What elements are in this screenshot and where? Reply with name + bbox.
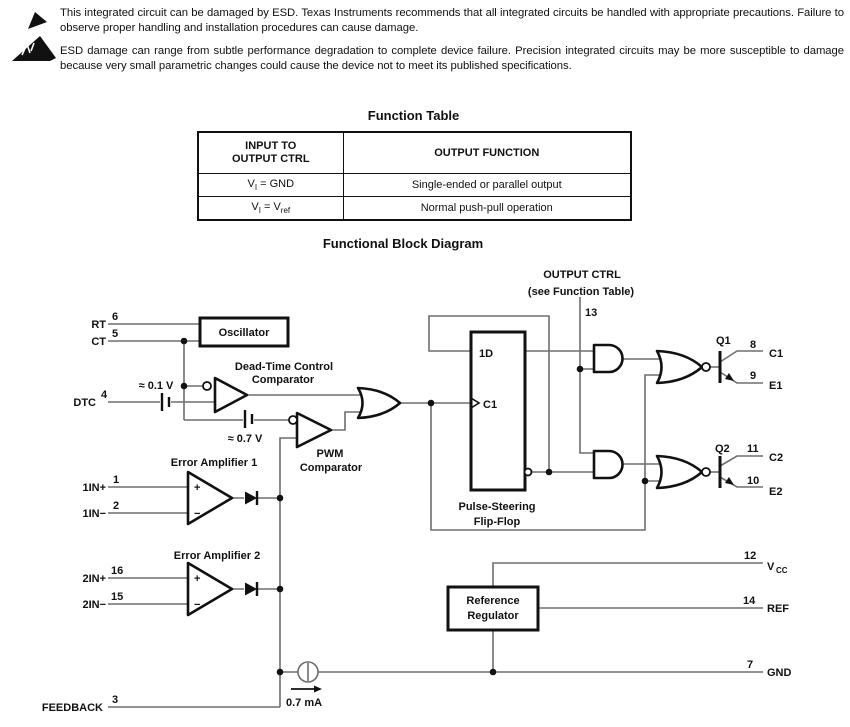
in2-plus-pin-label: 2IN+ xyxy=(82,573,106,585)
ea1-plus-sign: + xyxy=(194,482,201,494)
oscillator-label: Oscillator xyxy=(218,327,270,339)
pwm-label-line2: Comparator xyxy=(299,462,363,474)
in1-plus-pin-label: 1IN+ xyxy=(82,482,106,494)
flipflop-name-line1: Pulse-Steering xyxy=(458,501,536,513)
junction-dots xyxy=(181,338,649,676)
esd-paragraph-2: ESD damage can range from subtle performance degradation to complete device failure. Precision integrated circuits may be more susceptible to damage because very small parametric changes could cause the device not to meet its published specifications. xyxy=(60,45,844,72)
current-arrow xyxy=(291,686,322,693)
refreg-label-line2: Regulator xyxy=(467,610,519,622)
output-ctrl-label: OUTPUT CTRL xyxy=(543,269,621,281)
offset-01-label: ≈ 0.1 V xyxy=(138,380,174,392)
e2-pin-label: E2 xyxy=(769,486,783,498)
deadtime-label-line1: Dead-Time Control xyxy=(234,361,334,373)
pin11-label: 11 xyxy=(747,443,759,455)
rt-pin-label: RT xyxy=(91,319,106,331)
battery-0v7 xyxy=(245,410,252,428)
c2-pin-label: C2 xyxy=(769,452,784,464)
input-condition-cell: $V_I$ = GND xyxy=(198,174,343,197)
output-function-cell: Normal push-pull operation xyxy=(343,197,631,221)
ea1-diode xyxy=(245,492,257,505)
col-header-output: OUTPUT FUNCTION xyxy=(343,132,631,174)
output-function-cell: Single-ended or parallel output xyxy=(343,174,631,197)
diagram-title: Functional Block Diagram xyxy=(322,236,484,251)
flipflop-name-line2: Flip-Flop xyxy=(473,516,521,528)
pin14-label: 14 xyxy=(743,595,756,607)
pin4-label: 4 xyxy=(101,389,108,401)
pin1-label: 1 xyxy=(113,474,120,486)
ea2-diode xyxy=(245,583,257,596)
pin13-label: 13 xyxy=(585,307,598,319)
and-gate-1 xyxy=(594,345,623,372)
pin16-label: 16 xyxy=(111,565,124,577)
deadtime-label-line2: Comparator xyxy=(251,374,315,386)
pin10-label: 10 xyxy=(747,475,760,487)
q2-collector-wire xyxy=(720,456,763,466)
gnd-pin-label: GND xyxy=(767,667,792,679)
ct-pin-label: CT xyxy=(91,336,106,348)
or-gate xyxy=(358,388,400,418)
error-amp1-label: Error Amplifier 1 xyxy=(170,457,258,469)
vcc-pin-subscript: CC xyxy=(776,566,788,575)
col-header-input: INPUT TO OUTPUT CTRL xyxy=(198,132,343,174)
and-gate-2 xyxy=(594,451,623,478)
input-condition-cell: $V_I = V_{ref}$ xyxy=(198,197,343,221)
pin5-label: 5 xyxy=(112,328,119,340)
pwm-input-bubble xyxy=(289,416,297,424)
pwm-label-line1: PWM xyxy=(316,448,344,460)
refreg-label-line1: Reference xyxy=(466,595,520,607)
q1-label: Q1 xyxy=(716,335,731,347)
pin2-label: 2 xyxy=(113,500,120,512)
q1-emitter-arrow xyxy=(725,373,734,381)
battery-0v1 xyxy=(162,393,169,411)
pin7-label: 7 xyxy=(747,659,754,671)
e1-pin-label: E1 xyxy=(769,380,783,392)
vcc-wire xyxy=(493,563,763,587)
ref-pin-label: REF xyxy=(767,603,789,615)
output-ctrl-wire xyxy=(580,297,598,453)
ea1-minus-sign: − xyxy=(194,508,201,520)
nor-gate-2 xyxy=(657,456,702,488)
diagram-texts xyxy=(42,269,792,714)
q2-emitter-arrow xyxy=(725,477,734,485)
pin3-label: 3 xyxy=(112,694,119,706)
reference-regulator-block xyxy=(448,587,538,630)
current-value-label: 0.7 mA xyxy=(286,697,323,709)
esd-paragraph-1: This integrated circuit can be damaged by ESD. Texas Instruments recommends that all integrated circuits be handled with appropriate precautions. Failure to observe proper handling and installation procedures can cause damage. xyxy=(60,7,844,34)
diodes xyxy=(245,491,257,596)
pin6-label: 6 xyxy=(112,311,119,323)
transistors xyxy=(720,351,734,488)
vcc-pin-label: V xyxy=(767,561,775,573)
ea2-plus-sign: + xyxy=(194,573,201,585)
dtc-pin-label: DTC xyxy=(73,397,96,409)
function-table-title: Function Table xyxy=(367,108,460,123)
flipflop-c1-label: C1 xyxy=(483,399,498,411)
deadtime-input-bubble xyxy=(203,382,211,390)
in1-minus-pin-label: 1IN− xyxy=(82,508,106,520)
qbar-bubble xyxy=(525,469,532,476)
deadtime-comparator-triangle xyxy=(215,378,247,412)
pin8-label: 8 xyxy=(750,339,757,351)
current-source xyxy=(298,662,318,682)
pin15-label: 15 xyxy=(111,591,124,603)
flipflop-1d-label: 1D xyxy=(479,348,494,360)
ea1-input-wires xyxy=(108,487,188,513)
in2-minus-pin-label: 2IN− xyxy=(82,599,106,611)
c1-pin-label: C1 xyxy=(769,348,784,360)
pwm-comparator-triangle xyxy=(297,413,331,447)
error-amp2-label: Error Amplifier 2 xyxy=(173,550,261,562)
q1-collector-wire xyxy=(720,351,763,362)
offset-07-label: ≈ 0.7 V xyxy=(227,433,263,445)
see-function-table-label: (see Function Table) xyxy=(527,286,635,298)
feedback-pin-label: FEEDBACK xyxy=(41,702,103,714)
nor1-output-bubble xyxy=(702,363,710,371)
q2-label: Q2 xyxy=(715,443,730,455)
pin12-label: 12 xyxy=(744,550,757,562)
pin9-label: 9 xyxy=(750,370,757,382)
ea2-minus-sign: − xyxy=(194,599,201,611)
nor2-output-bubble xyxy=(702,468,710,476)
nor-gate-1 xyxy=(657,351,702,383)
